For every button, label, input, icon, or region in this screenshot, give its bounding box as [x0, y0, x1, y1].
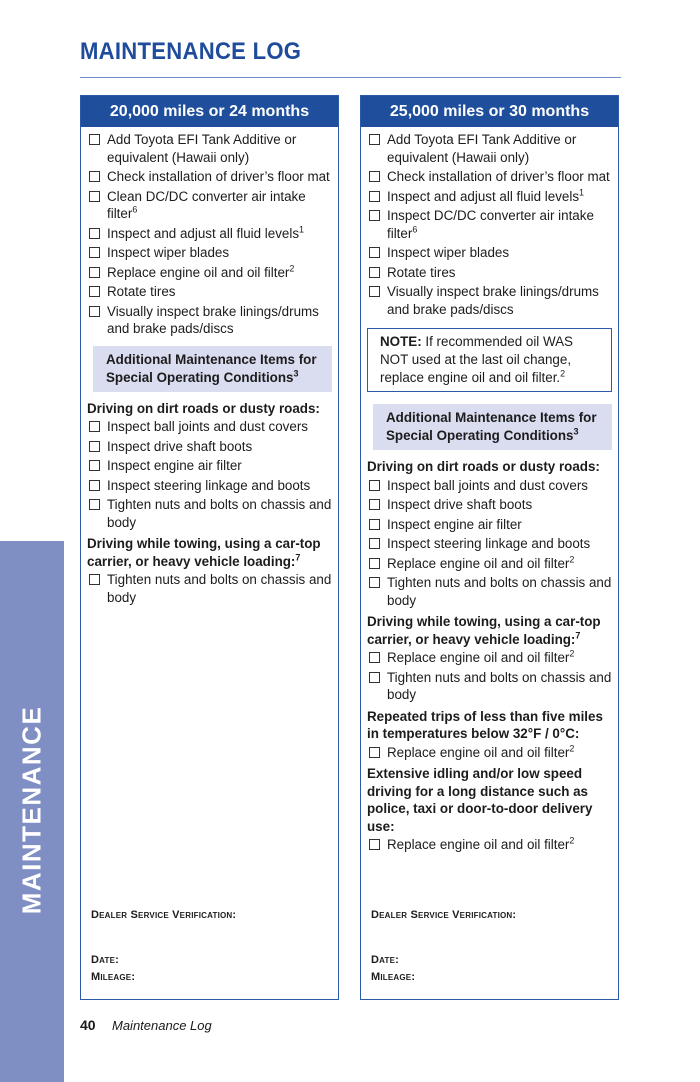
- checkbox-icon[interactable]: [369, 191, 380, 202]
- checklist-item-text: Tighten nuts and bolts on chassis and body: [387, 575, 612, 608]
- checklist-item-text: Inspect engine air filter: [387, 516, 522, 532]
- conditions-list: [87, 400, 332, 607]
- verification-label: Dealer Service Verification:: [91, 909, 237, 921]
- checklist-item-text: Add Toyota EFI Tank Additive or equivalent (Hawaii only): [387, 132, 577, 165]
- checklist-item-text: Replace engine oil and oil filter$^2$: [107, 263, 295, 280]
- checklist-item-text: Inspect steering linkage and boots: [387, 536, 591, 551]
- checklist-item: [87, 418, 332, 436]
- checklist-item: [367, 244, 612, 262]
- checklist-item: [367, 477, 612, 495]
- column-body: [81, 127, 338, 606]
- checklist-item-text: Tighten nuts and bolts on chassis and body: [107, 572, 332, 605]
- checklist-item: [87, 477, 332, 495]
- checkbox-icon[interactable]: [369, 134, 380, 145]
- footer-label: Maintenance Log: [112, 1018, 212, 1033]
- maintenance-column-20000: [80, 95, 339, 1000]
- mileage-label: Mileage:: [371, 971, 416, 983]
- checkbox-icon[interactable]: [89, 228, 100, 239]
- checklist-item-text: Tighten nuts and bolts on chassis and body: [387, 669, 612, 702]
- checklist-item-text: Check installation of driver’s floor mat: [387, 169, 610, 184]
- column-header: 25,000 miles or 30 months: [361, 96, 618, 127]
- special-conditions-heading: Additional Maintenance Items for Special Operating Conditions$^3$: [93, 346, 332, 392]
- conditions-list: [367, 458, 612, 854]
- checkbox-icon[interactable]: [89, 574, 100, 585]
- checklist-item-text: Inspect drive shaft boots: [387, 497, 533, 512]
- special-conditions-heading: Additional Maintenance Items for Special Operating Conditions$^3$: [373, 404, 612, 450]
- checklist-item: [367, 168, 612, 186]
- checklist-item-text: Inspect steering linkage and boots: [107, 477, 311, 493]
- checkbox-icon[interactable]: [89, 134, 100, 145]
- checklist-item-text: Inspect engine air filter: [107, 458, 242, 473]
- checkbox-icon[interactable]: [369, 558, 380, 569]
- checklist-item: [87, 131, 332, 166]
- checklist-item-text: Rotate tires: [107, 284, 176, 299]
- checkbox-icon[interactable]: [89, 267, 100, 278]
- checklist-item: [367, 574, 612, 609]
- checkbox-icon[interactable]: [369, 210, 380, 221]
- checklist-item-text: Replace engine oil and oil filter$^2$: [387, 835, 575, 852]
- checkbox-icon[interactable]: [369, 499, 380, 510]
- condition-heading: Driving while towing, using a car-top carrier, or heavy vehicle loading:$^7$: [87, 536, 321, 569]
- checkbox-icon[interactable]: [89, 460, 100, 471]
- checklist-item-text: Inspect wiper blades: [107, 245, 230, 260]
- condition-heading: Driving while towing, using a car-top carrier, or heavy vehicle loading:$^7$: [367, 614, 601, 647]
- verification-label: Dealer Service Verification:: [371, 909, 517, 921]
- checkbox-icon[interactable]: [89, 441, 100, 452]
- checkbox-icon[interactable]: [369, 480, 380, 491]
- checkbox-icon[interactable]: [89, 421, 100, 432]
- checkbox-icon[interactable]: [369, 171, 380, 182]
- checklist-item: [367, 188, 612, 206]
- page-title: MAINTENANCE LOG: [80, 38, 302, 65]
- checklist: [367, 131, 612, 318]
- checklist: [87, 131, 332, 338]
- checklist-item-text: Visually inspect brake linings/drums and brake pads/discs: [107, 303, 319, 336]
- checklist-item: [367, 669, 612, 704]
- checkbox-icon[interactable]: [89, 247, 100, 258]
- checklist-item: [87, 168, 332, 186]
- column-body: [361, 127, 618, 854]
- checklist-item-text: Tighten nuts and bolts on chassis and body: [107, 497, 332, 530]
- checklist-item-text: Inspect and adjust all fluid levels$^1$: [107, 224, 305, 241]
- checkbox-icon[interactable]: [369, 577, 380, 588]
- checkbox-icon[interactable]: [89, 191, 100, 202]
- note-box: NOTE: If recommended oil WAS NOT used at the last oil change, replace engine oil and oil filter.$^2$: [367, 328, 612, 392]
- checklist-item: [87, 438, 332, 456]
- title-divider: [80, 77, 621, 78]
- checklist-item-text: Replace engine oil and oil filter$^2$: [387, 648, 575, 665]
- checkbox-icon[interactable]: [369, 286, 380, 297]
- mileage-label: Mileage:: [91, 971, 136, 983]
- condition-heading: Repeated trips of less than five miles in temperatures below 32°F / 0°C:: [367, 708, 603, 741]
- checklist-item: [87, 264, 332, 282]
- checkbox-icon[interactable]: [369, 247, 380, 258]
- checkbox-icon[interactable]: [369, 839, 380, 850]
- condition-heading: Driving on dirt roads or dusty roads:: [367, 459, 600, 474]
- date-label: Date:: [91, 954, 120, 966]
- condition-heading: Driving on dirt roads or dusty roads:: [87, 400, 320, 416]
- checklist-item-text: Replace engine oil and oil filter$^2$: [387, 554, 575, 571]
- checklist-item-text: Inspect drive shaft boots: [107, 438, 253, 454]
- checklist-item-text: Clean DC/DC converter air intake filter$^6$: [107, 188, 306, 221]
- checklist-item-text: Inspect and adjust all fluid levels$^1$: [387, 187, 585, 204]
- checkbox-icon[interactable]: [89, 286, 100, 297]
- checklist-item-text: Visually inspect brake linings/drums and brake pads/discs: [387, 284, 599, 317]
- checklist-item: [367, 131, 612, 166]
- checkbox-icon[interactable]: [89, 171, 100, 182]
- checklist-item: [367, 283, 612, 318]
- checklist-item: [367, 207, 612, 242]
- checkbox-icon[interactable]: [89, 499, 100, 510]
- checklist-item: [87, 303, 332, 338]
- checklist-item-text: Rotate tires: [387, 264, 456, 280]
- date-label: Date:: [371, 954, 400, 966]
- checklist-item: [367, 496, 612, 514]
- checklist-item: [367, 516, 612, 534]
- checklist-item: [87, 225, 332, 243]
- checklist-item: [367, 555, 612, 573]
- checkbox-icon[interactable]: [369, 672, 380, 683]
- checklist-item: [87, 496, 332, 531]
- checkbox-icon[interactable]: [369, 538, 380, 549]
- checklist-item-text: Inspect DC/DC converter air intake filter$^6$: [387, 208, 594, 241]
- checkbox-icon[interactable]: [369, 267, 380, 278]
- checklist-item: [87, 244, 332, 262]
- checklist-item-text: Inspect ball joints and dust covers: [387, 477, 588, 493]
- checkbox-icon[interactable]: [89, 480, 100, 491]
- checklist-item: [367, 744, 612, 762]
- page-number: 40: [80, 1017, 96, 1033]
- checklist-item: [87, 188, 332, 223]
- checklist-item: [87, 571, 332, 606]
- checklist-item: [87, 457, 332, 475]
- checklist-item: [87, 283, 332, 301]
- checkbox-icon[interactable]: [369, 519, 380, 530]
- checkbox-icon[interactable]: [89, 306, 100, 317]
- checkbox-icon[interactable]: [369, 747, 380, 758]
- checklist-item-text: Replace engine oil and oil filter$^2$: [387, 743, 575, 760]
- checklist-item: [367, 535, 612, 553]
- checklist-item-text: Inspect ball joints and dust covers: [107, 419, 308, 434]
- side-tab-label: MAINTENANCE: [16, 705, 47, 915]
- checklist-item: [367, 264, 612, 282]
- condition-heading: Extensive idling and/or low speed driving for a long distance such as police, taxi or door-to-door delivery use:: [367, 766, 593, 834]
- checklist-item-text: Add Toyota EFI Tank Additive or equivalent (Hawaii only): [107, 132, 297, 165]
- checklist-item: [367, 649, 612, 667]
- checkbox-icon[interactable]: [369, 652, 380, 663]
- maintenance-column-25000: [360, 95, 619, 1000]
- checklist-item: [367, 836, 612, 854]
- checklist-item-text: Check installation of driver’s floor mat: [107, 169, 330, 184]
- checklist-item-text: Inspect wiper blades: [387, 245, 510, 260]
- column-header: 20,000 miles or 24 months: [81, 96, 338, 127]
